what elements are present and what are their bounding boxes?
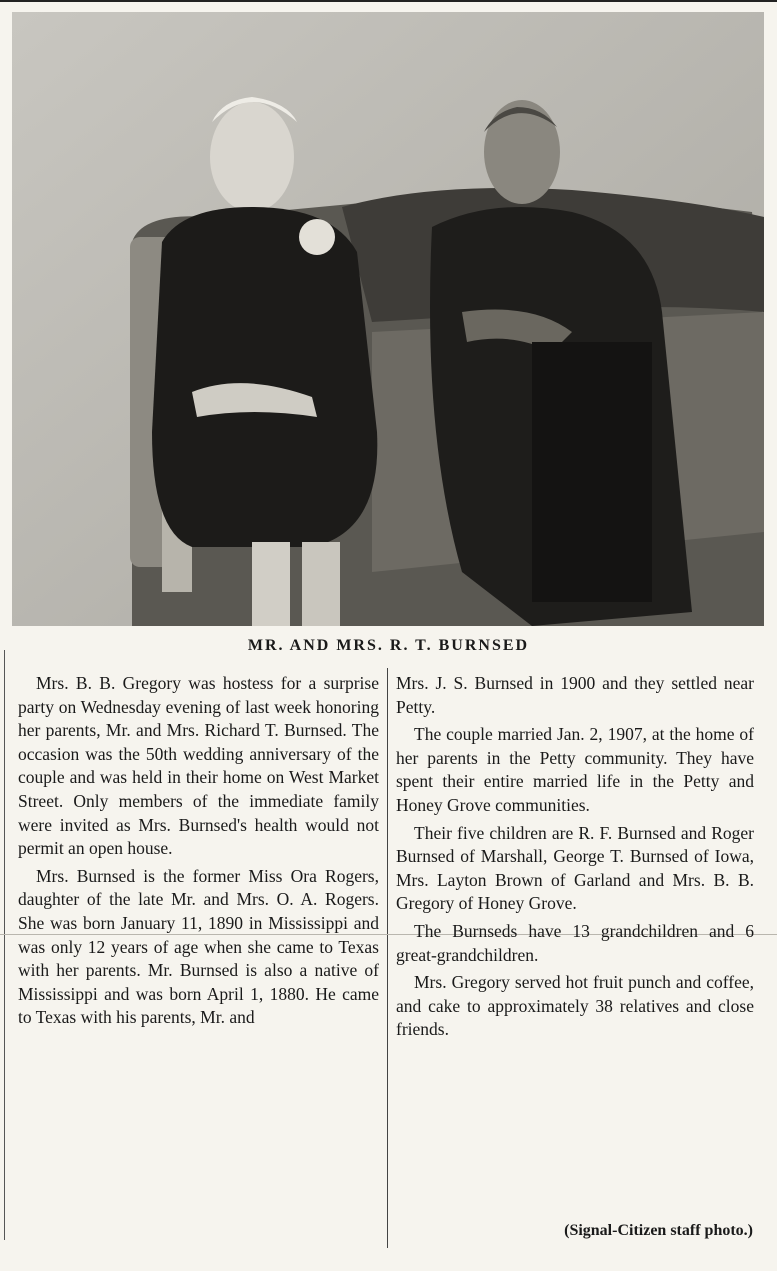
paragraph: The Burnseds have 13 grandchildren and 6 great-grandchildren. [396, 920, 754, 965]
top-rule [0, 0, 777, 8]
paragraph: Their five children are R. F. Burnsed and Roger Burnsed of Marshall, George T. Burnsed of Iowa, Mrs. Layton Brown of Garland and Mrs. B. B. Gregory of Honey Grove. [396, 822, 754, 914]
photo-credit: (Signal-Citizen staff photo.) [564, 1222, 753, 1239]
column-divider [387, 668, 388, 1248]
article-column-left [18, 672, 379, 1034]
photo-caption: MR. AND MRS. R. T. BURNSED [247, 637, 530, 654]
couple-photo [12, 12, 764, 626]
paragraph: Mrs. Burnsed is the former Miss Ora Rogers, daughter of the late Mr. and Mrs. O. A. Rogers. She was born January 11, 1890 in Mississippi and was only 12 years of age when she came to Texas with her parents. Mr. Burnsed is also a native of Mississippi and was born April 1, 1880. He came to Texas with his parents, Mr. and [18, 865, 379, 1028]
column-left-edge [4, 650, 5, 1240]
photo-illustration [12, 12, 764, 626]
paragraph: The couple married Jan. 2, 1907, at the home of her parents in the Petty community. They have spent their entire married life in the Petty and Honey Grove communities. [396, 724, 754, 815]
article-column-right [396, 672, 754, 1046]
paragraph: Mrs. Gregory served hot fruit punch and coffee, and cake to approximately 38 relatives and close friends. [396, 972, 754, 1040]
paragraph: Mrs. J. S. Burnsed in 1900 and they settled near Petty. [396, 673, 754, 717]
paragraph: Mrs. B. B. Gregory was hostess for a surprise party on Wednesday evening of last week honoring her parents, Mr. and Mrs. Richard T. Burnsed. The occasion was the 50th wedding anniversary of the couple and was held in their home on West Market Street. Only members of the immediate family were invited as Mrs. Burnsed's health would not permit an open house. [18, 673, 379, 859]
